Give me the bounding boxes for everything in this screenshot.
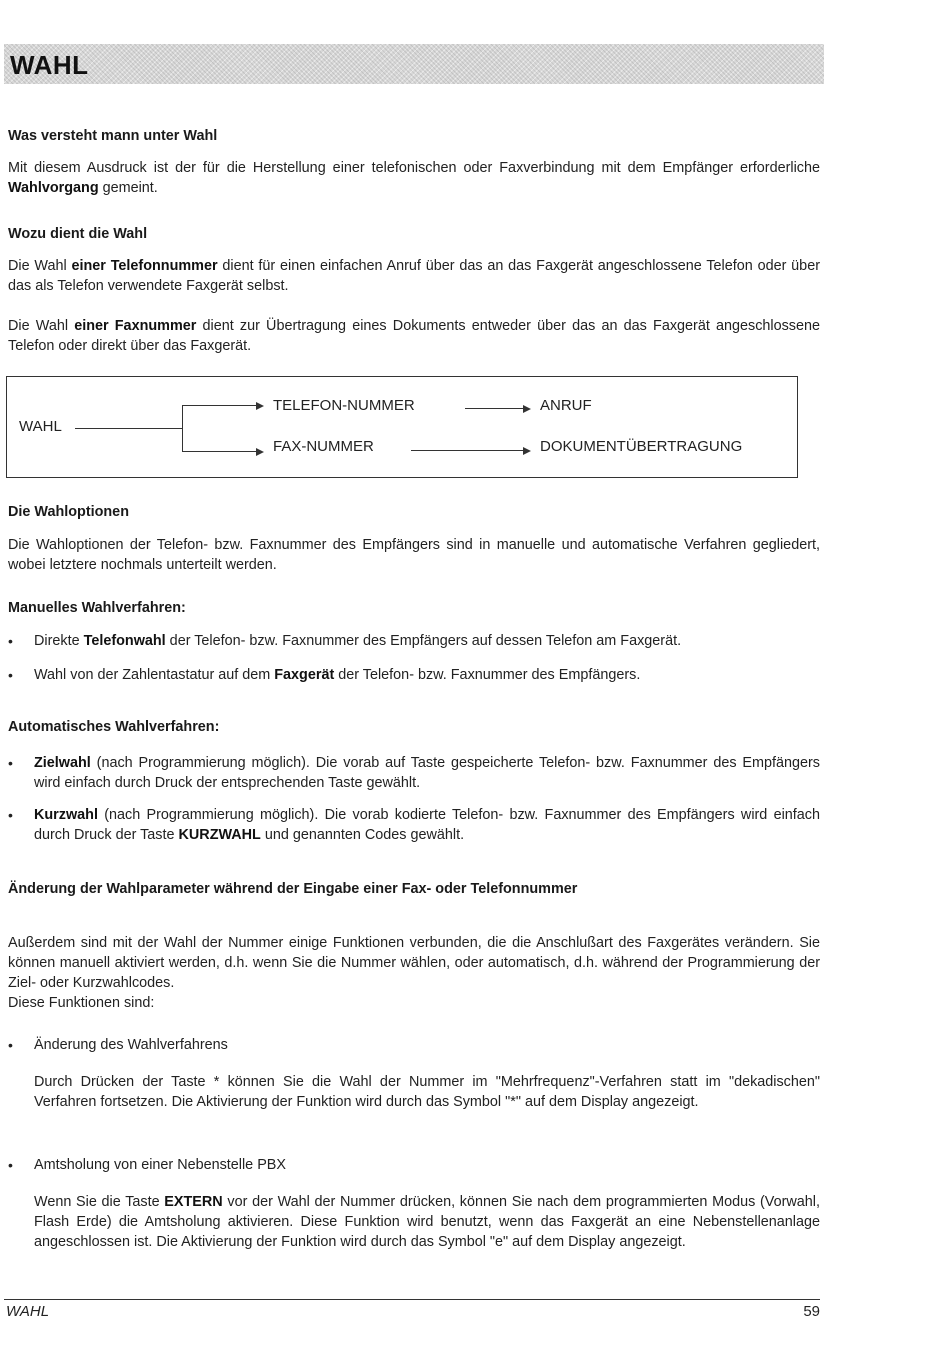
banner-title: WAHL (10, 50, 89, 80)
diagram-result1-label: ANRUF (540, 397, 592, 414)
page-number: 59 (803, 1303, 820, 1320)
arrow-icon (523, 447, 531, 455)
diagram-branch1-label: TELEFON-NUMMER (273, 397, 415, 414)
diagram-result2-label: DOKUMENTÜBERTRAGUNG (540, 438, 743, 455)
heading-wahloptionen: Die Wahloptionen (8, 504, 129, 520)
heading-automatisches: Automatisches Wahlverfahren: (8, 719, 220, 735)
list-item-amtsholung: Amtsholung von einer Nebenstelle PBX (34, 1157, 286, 1173)
paragraph-definition: Mit diesem Ausdruck ist der für die Herstellung einer telefonischen oder Faxverbindung mit dem Empfänger erforderliche Wahlvorgang gemeint. (8, 160, 820, 196)
paragraph-wahlverfahren-detail: Durch Drücken der Taste * können Sie die Wahl der Nummer im "Mehrfrequenz"-Verfahren statt im "dekadischen" Verfahren fortsetzen. Die Aktivierung der Funktion wird durch das Symbol "*" auf dem Display angezeigt. (34, 1074, 820, 1110)
paragraph-telefonnummer: Die Wahl einer Telefonnummer dient für einen einfachen Anruf über das an das Faxgerät angeschlossene Telefon oder über das als Telefon verwendete Faxgerät selbst. (8, 258, 820, 294)
bullet-icon: • (8, 667, 13, 683)
heading-aenderung-wahlparameter: Änderung der Wahlparameter während der Eingabe einer Fax- oder Telefonnummer (8, 881, 578, 897)
bullet-icon: • (8, 633, 13, 649)
bullet-icon: • (8, 807, 13, 823)
arrow-icon (256, 448, 264, 456)
list-item-zahlentastatur: Wahl von der Zahlentastatur auf dem Faxgerät der Telefon- bzw. Faxnummer des Empfängers. (34, 667, 641, 683)
paragraph-funktionen: Außerdem sind mit der Wahl der Nummer einige Funktionen verbunden, die die Anschlußart des Faxgerätes verändern. Sie können manuell aktiviert werden, d.h. wenn Sie die Nummer wählen, oder automatisch, d.h. während der Programmierung der Ziel- oder Kurzwahlcodes. (8, 935, 820, 991)
bullet-icon: • (8, 755, 13, 771)
diagram-root-label: WAHL (19, 418, 62, 435)
heading-manuelles: Manuelles Wahlverfahren: (8, 600, 186, 616)
bullet-icon: • (8, 1157, 13, 1173)
diagram-branch1-line (182, 405, 258, 406)
diagram-branch2-line (182, 451, 258, 452)
paragraph-faxnummer: Die Wahl einer Faxnummer dient zur Übertragung eines Dokuments entweder über das an das Faxgerät angeschlossene Telefon oder direkt über das Faxgerät. (8, 318, 821, 354)
list-item-wahlverfahren: Änderung des Wahlverfahrens (34, 1037, 228, 1053)
wahl-diagram (6, 376, 798, 478)
paragraph-funktionen-sind: Diese Funktionen sind: (8, 995, 155, 1011)
footer-section-label: WAHL (6, 1303, 50, 1320)
paragraph-amtsholung-detail: Wenn Sie die Taste EXTERN vor der Wahl der Nummer drücken, können Sie nach dem programmierten Modus (Vorwahl, Flash Erde) die Amtsholung aktivieren. Diese Funktion wird benutzt, wenn das Faxgerät an eine Nebenstellenanlage angeschlossen ist. Die Aktivierung der Funktion wird durch das Symbol "e" auf dem Display angezeigt. (34, 1194, 820, 1250)
section-banner (4, 44, 824, 84)
footer-divider (4, 1299, 820, 1300)
list-item-kurzwahl: Kurzwahl (nach Programmierung möglich). Die vorab kodierte Telefon- bzw. Faxnummer des Empfängers wird einfach durch Druck der Taste KURZWAHL und genannten Codes gewählt. (34, 807, 820, 843)
list-item-zielwahl: Zielwahl (nach Programmierung möglich). Die vorab auf Taste gespeicherte Telefon- bzw. Faxnummer des Empfängers wird einfach durch Druck der entsprechenden Taste gewählt. (34, 755, 820, 791)
diagram-result1-line (465, 408, 525, 409)
heading-was-versteht: Was versteht mann unter Wahl (8, 128, 218, 144)
list-item-telefonwahl: Direkte Telefonwahl der Telefon- bzw. Faxnummer des Empfängers auf dessen Telefon am Faxgerät. (34, 633, 682, 649)
diagram-result2-line (411, 450, 525, 451)
diagram-branch2-label: FAX-NUMMER (273, 438, 374, 455)
diagram-branch-vertical (182, 405, 183, 451)
paragraph-wahloptionen: Die Wahloptionen der Telefon- bzw. Faxnummer des Empfängers sind in manuelle und automatische Verfahren gegliedert, wobei letztere nochmals unterteilt werden. (8, 537, 820, 573)
arrow-icon (256, 402, 264, 410)
arrow-icon (523, 405, 531, 413)
heading-wozu-dient: Wozu dient die Wahl (8, 226, 148, 242)
bullet-icon: • (8, 1037, 13, 1053)
diagram-root-line (75, 428, 182, 429)
